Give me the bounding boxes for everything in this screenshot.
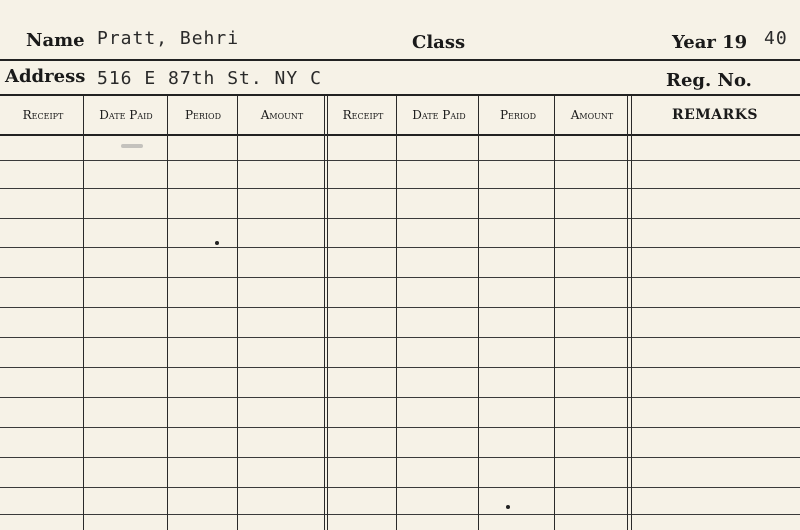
table-row-rule: [0, 397, 800, 398]
name-value: Pratt, Behri: [97, 28, 240, 49]
column-divider: [478, 96, 479, 530]
table-row-rule: [0, 160, 800, 161]
column-divider: [237, 96, 238, 530]
reg-no-label: Reg. No.: [666, 70, 752, 91]
col-amount-2: Amount: [570, 108, 614, 122]
column-divider: [554, 96, 555, 530]
column-divider: [396, 96, 397, 530]
ink-dot: [506, 505, 510, 509]
col-date-paid-1: Date Paid: [99, 108, 153, 122]
table-row-rule: [0, 247, 800, 248]
column-divider: [627, 96, 628, 530]
address-label: Address: [5, 66, 86, 87]
col-remarks: REMARKS: [671, 107, 759, 123]
table-row-rule: [0, 188, 800, 189]
table-row-rule: [0, 457, 800, 458]
column-divider: [167, 96, 168, 530]
address-value: 516 E 87th St. NY C: [97, 68, 322, 89]
year-value: 40: [764, 28, 788, 49]
ink-smudge: [121, 144, 143, 148]
col-period-1: Period: [184, 108, 222, 122]
col-receipt-1: Receipt: [22, 108, 64, 122]
table-row-rule: [0, 277, 800, 278]
column-divider: [327, 96, 328, 530]
header-divider-top: [0, 59, 800, 61]
table-row-rule: [0, 514, 800, 515]
column-divider: [83, 96, 84, 530]
table-row-rule: [0, 367, 800, 368]
col-date-paid-2: Date Paid: [412, 108, 466, 122]
name-label: Name: [26, 30, 85, 51]
ink-dot: [215, 241, 219, 245]
table-row-rule: [0, 337, 800, 338]
table-row-rule: [0, 218, 800, 219]
col-receipt-2: Receipt: [342, 108, 384, 122]
col-amount-1: Amount: [260, 108, 304, 122]
table-row-rule: [0, 487, 800, 488]
column-divider: [631, 96, 632, 530]
table-row-rule: [0, 427, 800, 428]
table-row-rule: [0, 134, 800, 136]
year-label: Year 19: [672, 32, 748, 53]
class-label: Class: [412, 32, 466, 53]
table-row-rule: [0, 307, 800, 308]
column-divider: [324, 96, 325, 530]
col-period-2: Period: [499, 108, 537, 122]
